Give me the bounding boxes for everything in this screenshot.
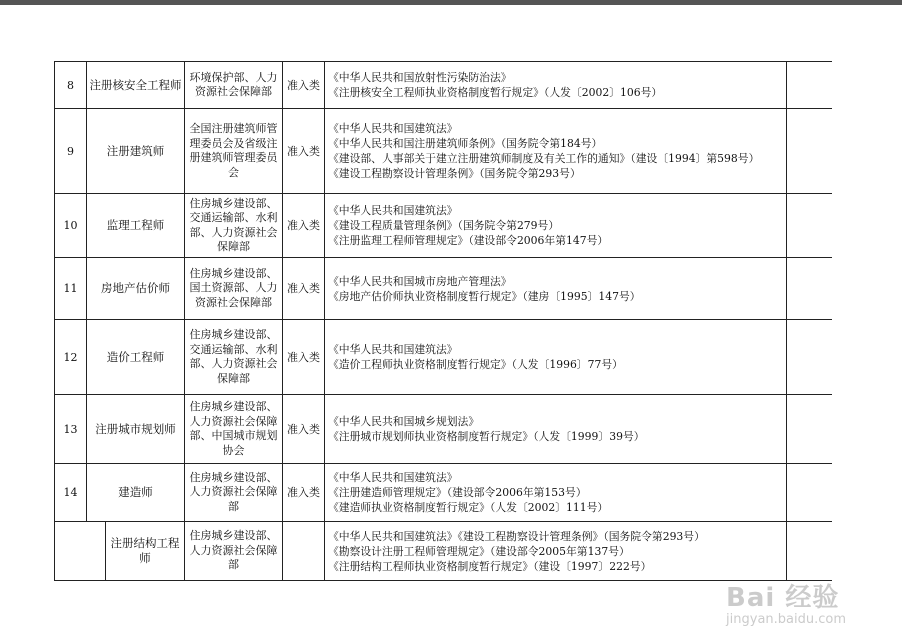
- category-cell: [283, 522, 325, 581]
- category-cell: 准入类: [283, 464, 325, 522]
- law-line: 《中华人民共和国城乡规划法》: [328, 415, 480, 428]
- law-line: 《中华人民共和国注册建筑师条例》（国务院令第184号）: [328, 137, 603, 150]
- table-row: [55, 464, 833, 522]
- category-cell: 准入类: [283, 62, 325, 109]
- qualification-title: 注册结构工程师: [110, 536, 180, 565]
- table-row: [55, 62, 833, 109]
- table-row: [55, 194, 833, 258]
- law-line: 《注册城市规划师执业资格制度暂行规定》（人发〔1999〕39号）: [328, 430, 645, 443]
- department-cell: 住房城乡建设部、人力资源社会保障部: [185, 522, 283, 581]
- row-number: 13: [55, 395, 87, 464]
- remarks-cell: [787, 464, 833, 522]
- legal-basis-cell: [325, 62, 787, 109]
- department-cell: 住房城乡建设部、国土资源部、人力资源社会保障部: [185, 258, 283, 320]
- law-line: 《注册监理工程师管理规定》（建设部令2006年第147号）: [328, 234, 609, 247]
- remarks-cell: [787, 522, 833, 581]
- qualification-table: [54, 61, 832, 581]
- qualification-title: 造价工程师: [87, 320, 185, 395]
- law-line: 《注册建造师管理规定》（建设部令2006年第153号）: [328, 486, 587, 499]
- table-row: [55, 258, 833, 320]
- row-number: 9: [55, 109, 87, 194]
- remarks-cell: [787, 109, 833, 194]
- law-line: 《注册结构工程师执业资格制度暂行规定》（建设〔1997〕222号）: [328, 559, 652, 573]
- law-line: 《中华人民共和国建筑法》: [328, 471, 458, 484]
- row-number: 12: [55, 320, 87, 395]
- remarks-cell: [787, 62, 833, 109]
- law-line: 《注册核安全工程师执业资格制度暂行规定》（人发〔2002〕106号）: [328, 86, 663, 99]
- category-cell: 准入类: [283, 109, 325, 194]
- law-line: 《建设部、人事部关于建立注册建筑师制度及有关工作的通知》（建设〔1994〕第598号）: [328, 152, 760, 165]
- legal-basis-cell: [325, 395, 787, 464]
- legal-basis-cell: [325, 320, 787, 395]
- sub-item-indent: [55, 522, 106, 580]
- qualification-title: 注册城市规划师: [87, 395, 185, 464]
- table-row: [55, 395, 833, 464]
- baidu-jingyan-watermark: [726, 577, 846, 627]
- qualification-title: 注册建筑师: [87, 109, 185, 194]
- row-number: 8: [55, 62, 87, 109]
- window-top-bar: [0, 0, 902, 5]
- legal-basis-cell: [325, 194, 787, 258]
- row-number: 10: [55, 194, 87, 258]
- law-line: 《中华人民共和国城市房地产管理法》: [328, 274, 512, 288]
- remarks-cell: [787, 194, 833, 258]
- law-line: 《建设工程勘察设计管理条例》（国务院令第293号）: [328, 167, 581, 180]
- remarks-cell: [787, 395, 833, 464]
- department-cell: 住房城乡建设部、交通运输部、水利部、人力资源社会保障部: [185, 320, 283, 395]
- qualification-title: 建造师: [87, 464, 185, 522]
- qualification-title: 监理工程师: [87, 194, 185, 258]
- law-line: 《房地产估价师执业资格制度暂行规定》（建房〔1995〕147号）: [328, 289, 641, 303]
- category-cell: 准入类: [283, 320, 325, 395]
- watermark-logo-text: Bai 经验: [726, 583, 840, 613]
- category-cell: 准入类: [283, 395, 325, 464]
- department-cell: 住房城乡建设部、人力资源社会保障部: [185, 464, 283, 522]
- law-line: 《建设工程质量管理条例》（国务院令第279号）: [328, 219, 560, 232]
- table-row: [55, 109, 833, 194]
- sub-item-title-cell: [55, 522, 185, 581]
- row-number: 14: [55, 464, 87, 522]
- document-sheet: [54, 61, 832, 583]
- department-cell: 住房城乡建设部、人力资源社会保障部、中国城市规划协会: [185, 395, 283, 464]
- law-line: 《中华人民共和国建筑法》: [328, 343, 458, 356]
- legal-basis-cell: [325, 109, 787, 194]
- department-cell: 全国注册建筑师管理委员会及省级注册建筑师管理委员会: [185, 109, 283, 194]
- law-line: 《建造师执业资格制度暂行规定》（人发〔2002〕111号）: [328, 501, 609, 514]
- legal-basis-cell: [325, 464, 787, 522]
- legal-basis-cell: [325, 258, 787, 320]
- table-row: [55, 320, 833, 395]
- law-line: 《中华人民共和国建筑法》《建设工程勘察设计管理条例》（国务院令第293号）: [328, 529, 705, 543]
- law-line: 《中华人民共和国放射性污染防治法》: [328, 71, 512, 84]
- category-cell: 准入类: [283, 194, 325, 258]
- watermark-url: jingyan.baidu.com: [726, 612, 846, 627]
- department-cell: 住房城乡建设部、交通运输部、水利部、人力资源社会保障部: [185, 194, 283, 258]
- law-line: 《中华人民共和国建筑法》: [328, 122, 458, 135]
- table-row: [55, 522, 833, 581]
- law-line: 《勘察设计注册工程师管理规定》（建设部令2005年第137号）: [328, 544, 630, 558]
- law-line: 《中华人民共和国建筑法》: [328, 204, 458, 217]
- qualification-title: 注册核安全工程师: [87, 62, 185, 109]
- qualification-title: 房地产估价师: [87, 258, 185, 320]
- row-number: 11: [55, 258, 87, 320]
- legal-basis-cell: [325, 522, 787, 581]
- remarks-cell: [787, 258, 833, 320]
- category-cell: 准入类: [283, 258, 325, 320]
- department-cell: 环境保护部、人力资源社会保障部: [185, 62, 283, 109]
- remarks-cell: [787, 320, 833, 395]
- law-line: 《造价工程师执业资格制度暂行规定》（人发〔1996〕77号）: [328, 358, 623, 371]
